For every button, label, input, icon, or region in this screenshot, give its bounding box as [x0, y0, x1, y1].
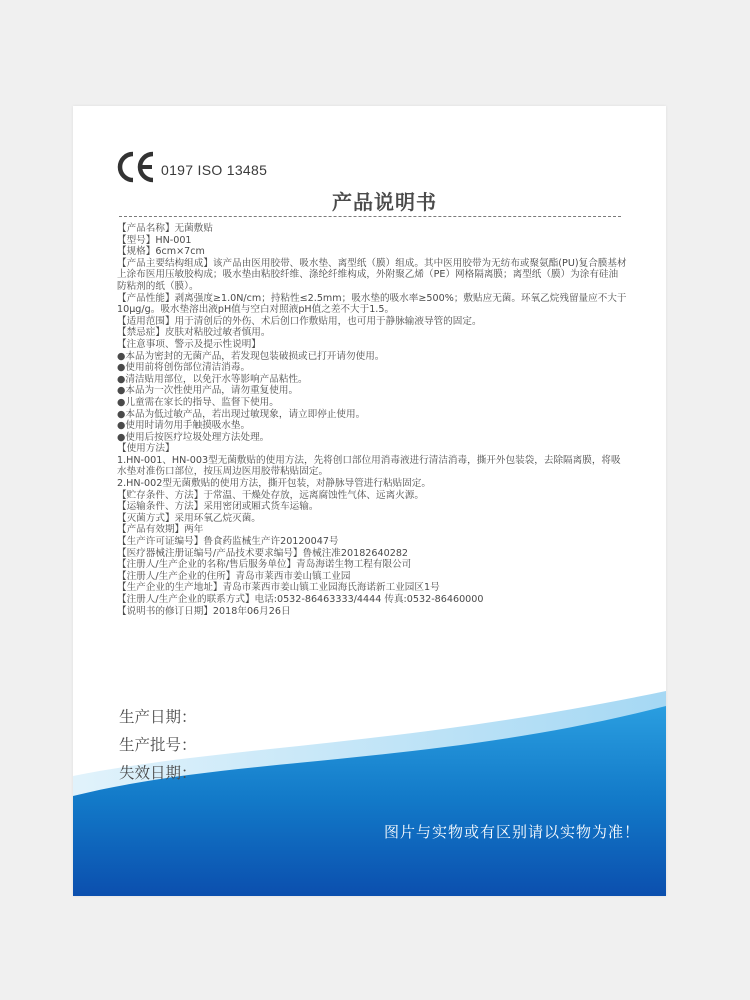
- line-product-name: 【产品名称】无菌敷贴: [117, 223, 213, 234]
- line-precaution-1: ●本品为密封的无菌产品，若发现包装破损或已打开请勿使用。: [117, 350, 385, 362]
- production-fields: [119, 703, 197, 787]
- line-transport: 【运输条件、方法】采用密闭或厢式货车运输。: [117, 501, 319, 513]
- ce-mark-icon: [117, 150, 155, 184]
- line-license: 【生产许可证编号】鲁食药监械生产许20120047号: [117, 536, 339, 548]
- certification-text: 0197 ISO 13485: [161, 162, 268, 178]
- line-spec: 【规格】6cm×7cm: [117, 246, 205, 258]
- line-registration: 【医疗器械注册证编号/产品技术要求编号】鲁械注准20182640282: [117, 547, 409, 559]
- line-precaution-3: ●清洁贴用部位，以免汗水等影响产品粘性。: [117, 373, 308, 385]
- line-precaution-7: ●使用时请勿用手触摸吸水垫。: [117, 420, 251, 432]
- line-precaution-2: ●使用前将创伤部位清洁消毒。: [117, 362, 251, 374]
- line-usage-heading: 【使用方法】: [117, 443, 175, 455]
- line-usage-1: 1.HN-001、HN-003型无菌敷贴的使用方法，先将创口部位用消毒液进行清洁消毒，撕开外包装袋，去除隔离膜，将吸水垫对准伤口部位，按压周边医用胶带粘贴固定。: [117, 454, 621, 478]
- line-contraindication: 【禁忌症】皮肤对粘胶过敏者慎用。: [117, 327, 271, 339]
- line-scope: 【适用范围】用于清创后的外伤、术后创口作敷贴用，也可用于静脉输液导管的固定。: [117, 315, 482, 327]
- line-precaution-8: ●使用后按医疗垃圾处理方法处理。: [117, 431, 270, 443]
- line-precaution-5: ●儿童需在家长的指导、监督下使用。: [117, 396, 279, 408]
- line-model: 【型号】HN-001: [117, 234, 192, 246]
- certification-row: [117, 150, 267, 184]
- line-structure: 【产品主要结构组成】该产品由医用胶带、吸水垫、离型纸（膜）组成。其中医用胶带为无纺布或聚氨酯(PU)复合膜基材上涂布医用压敏胶构成；吸水垫由粘胶纤维、涤纶纤维构成，外附聚乙烯（PE）网格隔离膜；离型纸（膜）为涂有硅油防粘剂的纸（膜）。: [117, 257, 627, 292]
- line-storage: 【贮存条件、方法】于常温、干燥处存放，远离腐蚀性气体、远离火源。: [117, 489, 424, 501]
- instruction-sheet: [73, 106, 666, 896]
- line-sterilization: 【灭菌方式】采用环氧乙烷灭菌。: [117, 512, 261, 524]
- document-title: 产品说明书: [332, 190, 437, 214]
- line-production-address: 【生产企业的生产地址】青岛市莱西市姜山镇工业园海氏海诺新工业园区1号: [117, 582, 440, 594]
- line-precaution-4: ●本品为一次性使用产品，请勿重复使用。: [117, 385, 299, 397]
- line-precautions-heading: 【注意事项、警示及提示性说明】: [117, 338, 261, 350]
- production-date-label: 生产日期：: [119, 708, 197, 726]
- line-performance: 【产品性能】剥离强度≥1.0N/cm；持粘性≤2.5mm；吸水垫的吸水率≥500%；敷贴应无菌。环氧乙烷残留量应不大于10μg/g。吸水垫溶出液pH值与空白对照液pH值之差不大于1.5。: [117, 292, 627, 316]
- title-divider: [119, 216, 621, 217]
- line-validity: 【产品有效期】两年: [117, 524, 204, 536]
- expiry-date-label: 失效日期：: [119, 764, 197, 782]
- line-company-address: 【注册人/生产企业的住所】青岛市莱西市姜山镇工业园: [117, 570, 351, 582]
- line-contact: 【注册人/生产企业的联系方式】电话:0532-86463333/4444 传真:0532-86460000: [117, 594, 484, 605]
- line-revision-date: 【说明书的修订日期】2018年06月26日: [117, 605, 291, 617]
- instruction-content: [117, 223, 627, 617]
- line-precaution-6: ●本品为低过敏产品，若出现过敏现象，请立即停止使用。: [117, 408, 366, 420]
- line-usage-2: 2.HN-002型无菌敷贴的使用方法，撕开包装，对静脉导管进行粘贴固定。: [117, 478, 431, 490]
- disclaimer-note: 图片与实物或有区别请以实物为准！: [383, 823, 640, 841]
- line-company-name: 【注册人/生产企业的名称/售后服务单位】青岛海诺生物工程有限公司: [117, 559, 412, 571]
- batch-number-label: 生产批号：: [119, 736, 197, 754]
